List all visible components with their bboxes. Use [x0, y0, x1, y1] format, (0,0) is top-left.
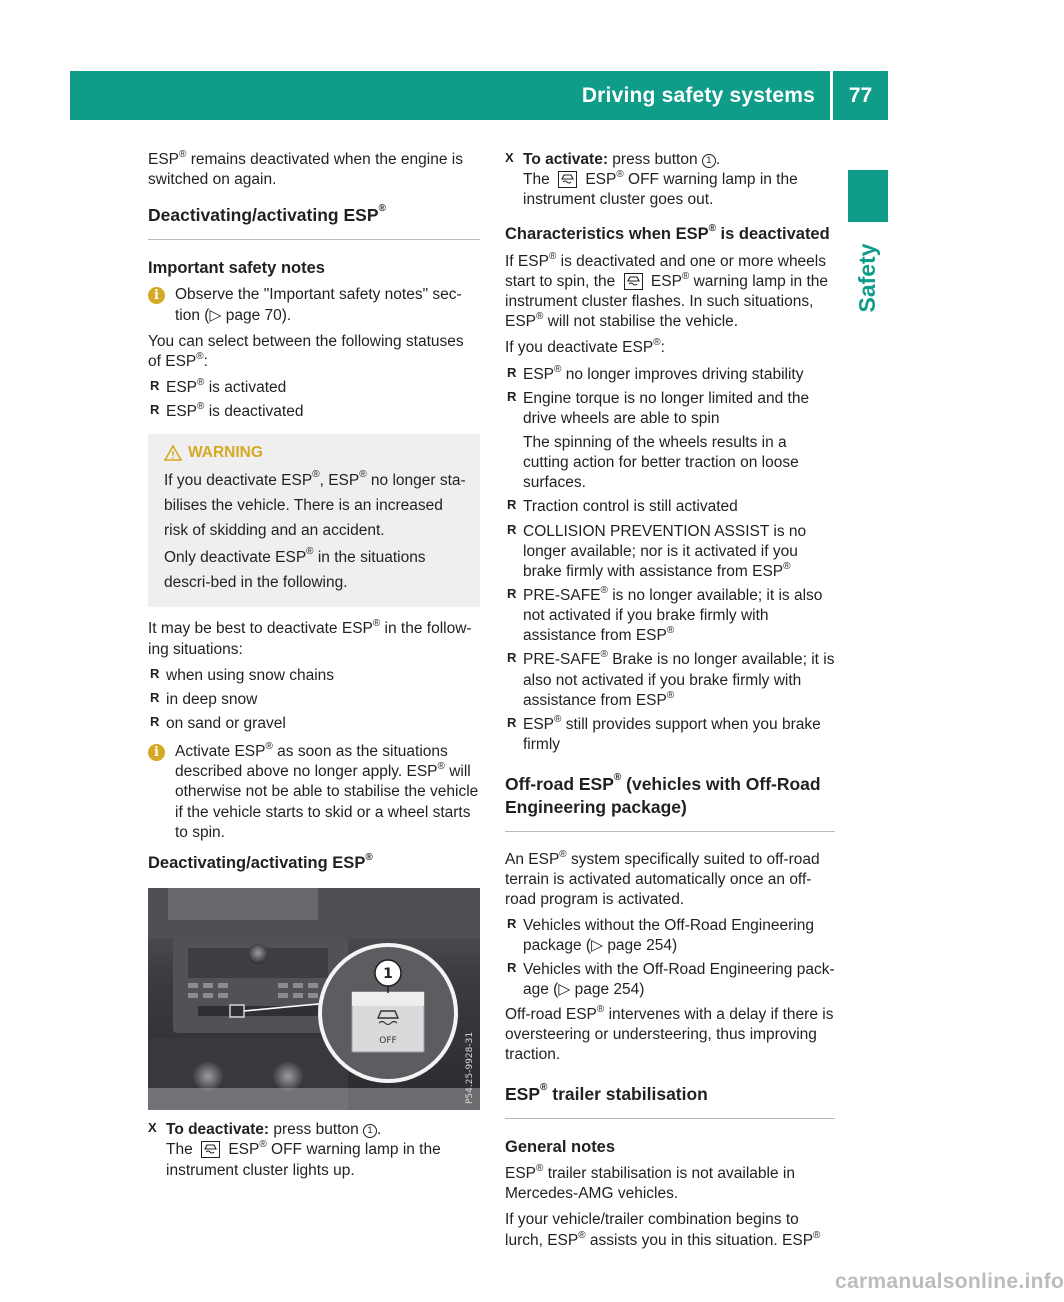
heading-deactivating-activating-esp-2: Deactivating/activating ESP®: [148, 851, 373, 872]
instruction-arrow-icon: X: [148, 1120, 157, 1136]
chapter-tab-marker: [848, 170, 888, 222]
photo-code: P54.25-9928-31: [465, 1032, 475, 1105]
page-section-title: Driving safety systems: [581, 84, 815, 107]
list-item: R COLLISION PREVENTION ASSIST is no longer available; nor is it activated if you brake firmly with assistance from ESP®: [505, 522, 835, 582]
list-item: R ESP® is activated: [148, 378, 480, 398]
watermark-text: carmanualsonline.info: [835, 1270, 1064, 1293]
list-item: R Vehicles with the Off-Road Engineering pack-age (▷ page 254): [505, 960, 835, 1000]
info-icon: i: [148, 287, 165, 304]
page-ref-arrow-icon: ▷: [209, 306, 222, 324]
heading-important-safety-notes: Important safety notes: [148, 259, 325, 278]
warning-title: WARNING: [164, 443, 466, 463]
warning-box: [148, 434, 480, 607]
heading-deactivating-activating-esp: Deactivating/activating ESP®: [148, 204, 480, 240]
left-column: [148, 150, 480, 1187]
characteristics-intro: If you deactivate ESP®:: [505, 337, 665, 357]
info-icon: i: [148, 744, 165, 761]
list-item: R in deep snow: [148, 690, 480, 710]
offroad-paragraph: An ESP® system specifically suited to off-road terrain is activated automatically once an off-road program is activated.: [505, 848, 820, 908]
warning-text: If you deactivate ESP®, ESP® no longer sta-bilises the vehicle. There is an increased risk of skidding and an accident.: [164, 469, 466, 540]
offroad-paragraph-2: Off-road ESP® intervenes with a delay if there is oversteering or understeering, thus improving traction.: [505, 1003, 834, 1063]
list-item: R ESP® is deactivated: [148, 402, 480, 422]
chapter-tab-label: Safety: [854, 243, 881, 313]
page-reference-link[interactable]: page 70: [225, 306, 282, 324]
info-note: i Activate ESP® as soon as the situations described above no longer apply. ESP® will otherwise not be able to stabilise the vehicle if the vehicle starts to skid or a wheel starts to spin.: [148, 742, 480, 843]
esp-warning-lamp-icon: [624, 273, 643, 290]
instruction-arrow-icon: X: [505, 150, 514, 165]
heading-general-notes: General notes: [505, 1137, 616, 1156]
page-reference-link[interactable]: page 254: [607, 937, 672, 955]
instruction-deactivate: X To deactivate: press button 1 . The ESP® OFF warning lamp in the instrument cluster lights up.: [148, 1120, 441, 1179]
list-item: R Engine torque is no longer limited and the drive wheels are able to spin: [505, 389, 835, 429]
page-ref-arrow-icon: ▷: [558, 981, 571, 999]
info-note: i Observe the "Important safety notes" sec-tion (▷ page 70).: [148, 285, 480, 325]
warning-text: Only deactivate ESP® in the situations descri-bed in the following.: [164, 545, 426, 591]
intro-paragraph: ESP® remains deactivated when the engine is switched on again.: [148, 149, 463, 189]
heading-trailer-stabilisation: ESP® trailer stabilisation: [505, 1083, 835, 1119]
list-item: R Traction control is still activated: [505, 497, 835, 517]
esp-off-lamp-icon: [558, 171, 577, 188]
center-console-photo: [148, 888, 480, 1110]
list-item: R ESP® still provides support when you brake firmly: [505, 715, 835, 755]
general-notes-paragraph-2: If your vehicle/trailer combination begins to lurch, ESP® assists you in this situation. ESP®: [505, 1211, 821, 1249]
page-ref-arrow-icon: ▷: [591, 937, 603, 955]
off-label: OFF: [379, 1036, 397, 1047]
button-number-icon: 1: [702, 154, 716, 168]
page-number: 77: [848, 84, 873, 107]
list-item: R Vehicles without the Off-Road Engineering package (▷ page 254): [505, 916, 835, 956]
list-item: R PRE-SAFE® Brake is no longer available; it is also not activated if you brake firmly with assistance from ESP®: [505, 650, 835, 710]
heading-offroad-esp: Off-road ESP® (vehicles with Off-Road Engineering package): [505, 773, 835, 832]
warning-triangle-icon: [164, 445, 182, 461]
characteristics-paragraph: If ESP® is deactivated and one or more wheels start to spin, the ESP® warning lamp in the instrument cluster flashes. In such situations, ESP® will not stabilise the vehicle.: [505, 250, 829, 331]
list-item-note: The spinning of the wheels results in a cutting action for better traction on loose surfaces.: [523, 433, 799, 492]
list-item: R ESP® no longer improves driving stability: [505, 365, 835, 385]
esp-off-lamp-icon: [201, 1141, 220, 1158]
center-console-illustration: [148, 888, 480, 1110]
right-column: [505, 150, 835, 1257]
instruction-activate: X To activate: press button 1 . The ESP® OFF warning lamp in the instrument cluster goes out.: [505, 150, 798, 209]
heading-characteristics: Characteristics when ESP® is deactivated: [505, 223, 830, 244]
callout-number: 1: [383, 966, 393, 983]
list-item: R PRE-SAFE® is no longer available; it is also not activated if you brake firmly with assistance from ESP®: [505, 586, 835, 646]
general-notes-paragraph: ESP® trailer stabilisation is not available in Mercedes-AMG vehicles.: [505, 1163, 795, 1203]
button-number-icon: 1: [363, 1124, 377, 1138]
list-item: R on sand or gravel: [148, 714, 480, 734]
situations-intro: It may be best to deactivate ESP® in the follow-ing situations:: [148, 618, 472, 658]
status-intro: You can select between the following statuses of ESP®:: [148, 332, 464, 370]
page-reference-link[interactable]: page 254: [574, 981, 640, 999]
list-item: R when using snow chains: [148, 666, 480, 686]
